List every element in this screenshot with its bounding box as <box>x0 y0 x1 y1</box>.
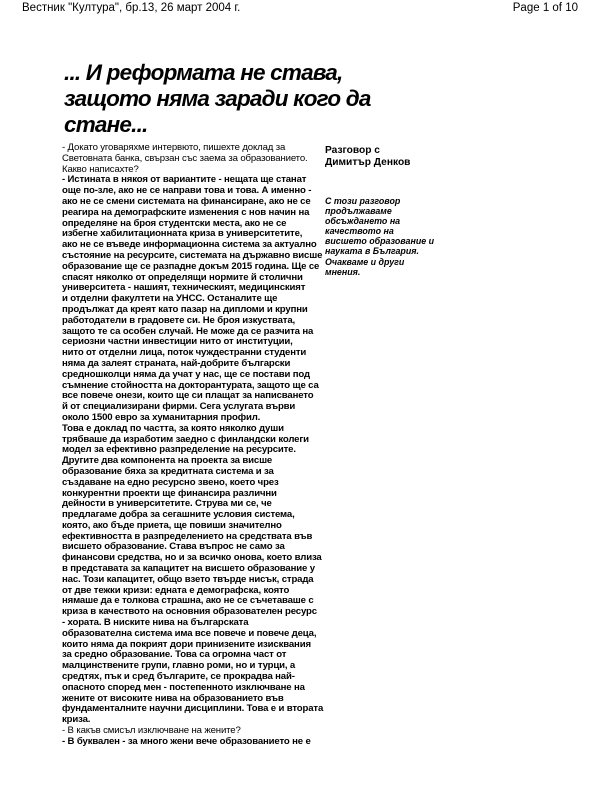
answer-line: - хората. В ниските нива на българската <box>62 617 249 629</box>
page-indicator: Page 1 of 10 <box>512 2 578 14</box>
answer-line: жените от високите нива на образованието във <box>62 692 284 704</box>
answer-line: университета - нашият, техническият, медицинският <box>62 282 306 294</box>
answer-line: реагира на демографските изменения с нов начин на <box>62 206 310 218</box>
answer-line: модел за ефективно разпределение на ресурсите. <box>62 444 296 456</box>
answer-line: за средно образование. Това са огромна част от <box>62 649 287 661</box>
answer-line: Това е доклад по частта, за която няколко души <box>62 422 284 434</box>
answer-line: съмнение стойността на докторантурата, защото ще са <box>62 379 319 391</box>
answer-line: състояние на ресурсите, системата на държавно висше <box>62 249 323 261</box>
editorial-note <box>325 196 445 277</box>
answer-line: още по-зле, ако не се направи това и това. А именно - <box>62 185 312 197</box>
answer-line: спасят няколко от определящи нормите й столични <box>62 271 303 283</box>
answer-line: малцинствените групи, главно роми, но и турци, а <box>62 660 296 672</box>
note-line: качеството на <box>325 226 394 237</box>
interview-byline <box>325 145 445 169</box>
answer-line: нас. Този капацитет, общо взето твърде нисък, страда <box>62 573 314 585</box>
answer-line: ефективността в разпределението на средствата във <box>62 530 313 542</box>
answer-line: сериозни частни инвестиции нито от институции, <box>62 336 293 348</box>
answer-line: от две тежки кризи: едната е демографска, която <box>62 584 290 596</box>
answer-line: нито от отделни лица, поток чуждестранни студенти <box>62 347 307 359</box>
question-line: - В какъв смисъл изключване на жените? <box>62 725 241 737</box>
answer-line: нямаше да е толкова страшна, ако не се съчетаваше с <box>62 595 314 607</box>
article-body <box>62 143 324 748</box>
answer-line: и отделни факултети на УНСС. Останалите ще <box>62 293 278 305</box>
answer-line: все повече онези, които ще си плащат за написването <box>62 390 314 402</box>
byline-line: Димитър Денков <box>325 157 411 168</box>
note-line: висшето образование и <box>325 236 435 247</box>
answer-line: й от специализирани фирми. Сега услугата върви <box>62 401 296 413</box>
answer-line: избегне хабилитационната криза в университетите, <box>62 228 303 240</box>
answer-line: в представата за капацитет на висшето образование у <box>62 563 315 575</box>
answer-line: които няма да покрият дори принизените изисквания <box>62 638 311 650</box>
answer-line: - В буквален - за много жени вече образованието не е <box>62 735 311 747</box>
note-line: Очакваме и други <box>325 256 405 267</box>
title-line: ... И реформата не става, <box>64 60 343 85</box>
answer-line: средношколци няма да учат у нас, ще се постави под <box>62 368 310 380</box>
article-title <box>64 60 394 138</box>
note-line: обсъждането на <box>325 216 401 227</box>
answer-line: финансови средства, но и за всичко онова, което влиза <box>62 552 322 564</box>
answer-line: трябваше да изработим заедно с финландски колеги <box>62 433 309 445</box>
answer-line: дейности в университетите. Струва ми се, че <box>62 498 272 510</box>
answer-line: около 1500 евро за хуманитарния профил. <box>62 411 261 423</box>
note-line: науката в България. <box>325 246 419 257</box>
answer-line: висшето образование. Става въпрос не само за <box>62 541 285 553</box>
byline-line: Разговор с <box>325 145 380 156</box>
answer-line: фундаменталните научни дисциплини. Това е и втората <box>62 703 324 715</box>
answer-line: защото те са особен случай. Не може да се разчита на <box>62 325 314 337</box>
answer-line: създаване на едно ресурсно звено, което чрез <box>62 476 279 488</box>
answer-line: предлагаме добра за сегашните условия система, <box>62 509 295 521</box>
answer-line: криза в качеството на основния образователен ресурс <box>62 606 317 618</box>
header-source: Вестник "Култура", бр.13, 26 март 2004 г. <box>22 2 241 14</box>
answer-line: опасното според мен - постепенното изключване на <box>62 681 305 693</box>
answer-line: определяне на броя студентски места, ако не се <box>62 217 287 229</box>
answer-line: образователна система има все повече и повече деца, <box>62 627 317 639</box>
note-line: продължаваме <box>325 206 392 217</box>
question-line: Световната банка, свързан със заема за образованието. <box>62 152 308 164</box>
answer-line: образование ще се разпадне докъм 2015 година. Ще се <box>62 260 320 272</box>
title-line: стане... <box>64 112 148 137</box>
note-line: мнения. <box>325 266 361 277</box>
answer-line: - Истината в някоя от вариантите - нещата ще станат <box>62 174 307 186</box>
answer-line: средтях, пък и сред българите, се прокрадва най- <box>62 671 295 683</box>
answer-line: образование бяха за кредитната система и за <box>62 465 274 477</box>
answer-line: продължат да креят като пазар на дипломи и крупни <box>62 303 308 315</box>
answer-line: работодатели в градовете си. Не броя изкуствата, <box>62 314 296 326</box>
answer-line: която, ако бъде приета, ще повиши значително <box>62 519 282 531</box>
answer-line: криза. <box>62 714 91 726</box>
answer-line: конкурентни проекти ще финансира различни <box>62 487 277 499</box>
answer-line: ако не се смени системата на финансиране, ако не се <box>62 195 311 207</box>
title-line: защото няма заради кого да <box>64 86 371 111</box>
answer-line: Другите два компонента на проекта за висше <box>62 455 273 467</box>
answer-line: ако не се въведе информационна система за актуално <box>62 239 317 251</box>
question-line: Какво написахте? <box>62 163 139 175</box>
note-line: С този разговор <box>325 196 401 206</box>
answer-line: няма да залеят страната, най-добрите български <box>62 357 291 369</box>
question-line: - Докато уговаряхме интервюто, пишехте доклад за <box>62 142 286 153</box>
